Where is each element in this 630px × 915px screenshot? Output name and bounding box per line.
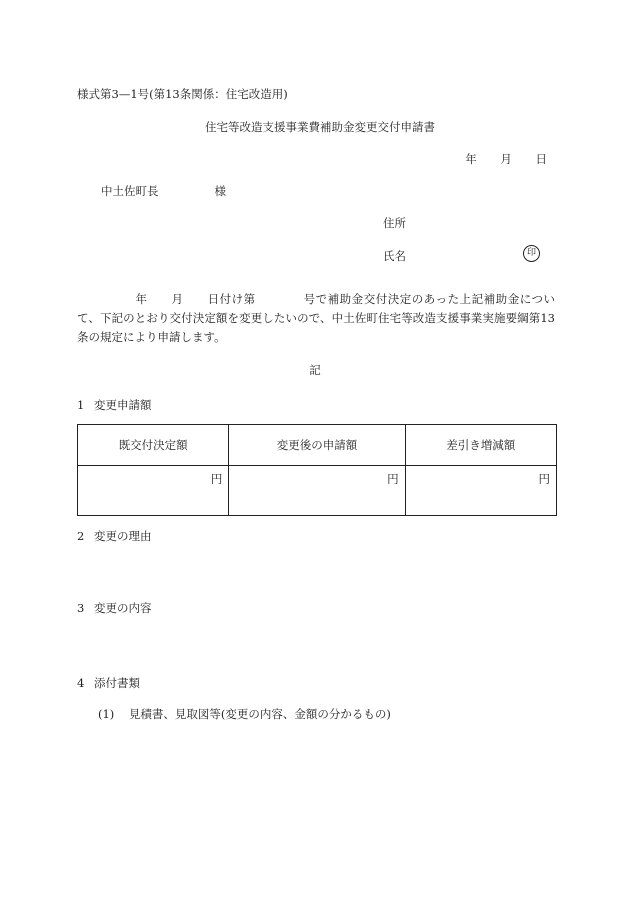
table-value-row (78, 466, 557, 516)
seal-mark: 印 (523, 245, 540, 262)
date-line: 年 月 日 (465, 152, 547, 166)
original-amount-cell: 円 (78, 466, 229, 516)
amount-table (77, 424, 557, 516)
address-label: 住所 (383, 216, 406, 230)
section-number: 2 (77, 529, 85, 543)
request-body-text (77, 290, 555, 347)
section-title: 変更申請額 (94, 398, 152, 412)
addressee-honorific: 様 (214, 184, 226, 198)
header-original-amount: 既交付決定額 (78, 425, 229, 466)
name-label: 氏名 (383, 249, 406, 263)
section-number: 3 (77, 601, 85, 615)
attachment-item (98, 706, 391, 722)
addressee-name: 中土佐町長 (101, 184, 159, 198)
form-number: 様式第3—1号(第13条関係：住宅改造用) (77, 87, 288, 101)
section-title: 添付書類 (94, 676, 140, 690)
revised-amount-cell: 円 (229, 466, 405, 516)
difference-cell: 円 (405, 466, 556, 516)
section-change-reason (77, 528, 152, 544)
section-number: 1 (77, 398, 85, 412)
header-difference: 差引き増減額 (405, 425, 556, 466)
section-attachments (77, 675, 140, 691)
section-change-content (77, 600, 152, 616)
section-title: 変更の内容 (94, 601, 152, 615)
document-title: 住宅等改造支援事業費補助金変更交付申請書 (205, 120, 435, 134)
addressee (101, 183, 226, 199)
table-header-row (78, 425, 557, 466)
attachment-text: 見積書、見取図等(変更の内容、金額の分かるもの) (128, 707, 391, 721)
section-title: 変更の理由 (94, 529, 152, 543)
section-number: 4 (77, 676, 85, 690)
request-body-content: 年 月 日付け第 号で補助金交付決定のあった上記補助金について、下記のとおり交付決定額を変更したいので、中土佐町住宅等改造支援事業実施要綱第13条の規定により申請します。 (77, 292, 555, 344)
header-revised-amount: 変更後の申請額 (229, 425, 405, 466)
section-change-amount (77, 397, 152, 413)
attachment-number: (1) (98, 707, 115, 721)
ki-heading: 記 (309, 363, 321, 377)
